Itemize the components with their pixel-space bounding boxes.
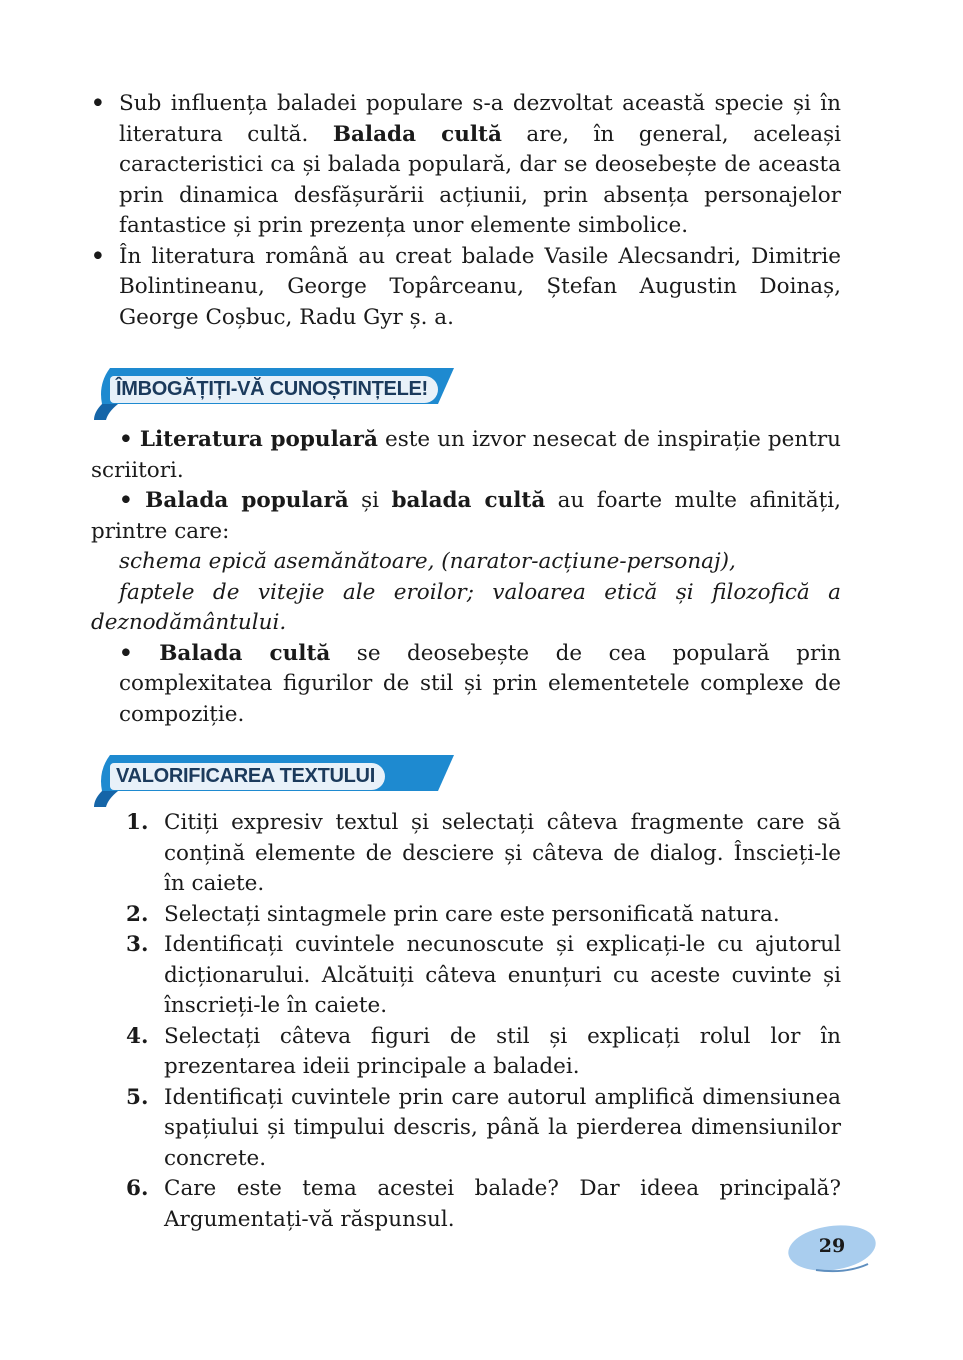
task-list [120, 808, 841, 1235]
intro-bullets [91, 89, 841, 333]
task-item: 6. Care este tema acestei balade? Dar ideea principală? Argumentați-vă răspunsul. [126, 1176, 841, 1232]
enrich-italic-line: schema epică asemănătoare, (narator-acțiune-personaj), [119, 549, 736, 574]
enrich-paragraph: • Literatura populară este un izvor nesecat de inspirație pentru scriitori. [91, 427, 841, 483]
section-banner-text [92, 751, 462, 811]
task-number: 6. [126, 1176, 149, 1201]
section-title: ÎMBOGĂȚIȚI-VĂ CUNOȘTINȚELE! [110, 376, 438, 403]
task-item: 3. Identificați cuvintele necunoscute și explicați-le cu ajutorul dicționarului. Alcătuiți câteva enunțuri cu aceste cuvinte și înscrieți-le în caiete. [126, 932, 841, 1018]
page-number: 29 [818, 1235, 846, 1257]
section-title: VALORIFICAREA TEXTULUI [110, 763, 385, 790]
enrich-italic-line: faptele de vitejie ale eroilor; valoarea etică și filozofică a deznodământului. [91, 579, 841, 635]
page-number-badge [786, 1222, 878, 1274]
bullet-dot: • [91, 91, 105, 116]
task-item: 5. Identificați cuvintele prin care autorul amplifică dimensiunea spațiului și timpului descris, până la pierderea dimensiunilor concrete. [126, 1084, 841, 1171]
section-banner-enrich [92, 364, 462, 424]
task-item: 1. Citiți expresiv textul și selectați câteva fragmente care să conțină elemente de desciere și câteva de dialog. Înscieți-le în caiete. [126, 810, 841, 896]
task-item: 4. Selectați câteva figuri de stil și explicați rolul lor în prezentarea ideii principale a baladei. [126, 1023, 841, 1079]
enrich-paragraph: • Balada cultă se deosebește de cea populară prin complexitatea figurilor de stil și prin elementetele complexe de compoziție. [119, 640, 842, 727]
task-number: 1. [126, 810, 149, 835]
enrich-paragraph: • Balada populară și balada cultă au foarte multe afinități, printre care: [91, 488, 842, 544]
task-number: 5. [126, 1084, 149, 1110]
bullet-item: • Sub influența baladei populare s-a dezvoltat această specie și în literatura cultă. Balada cultă are, în general, aceleași caracteristici ca și balada populară, dar se deosebește de aceasta prin dinamica desfășurării acțiunii, prin absența personajelor fantastice și prin prezența unor elemente simbolice. [91, 91, 841, 238]
bullet-item: • În literatura română au creat balade Vasile Alecsandri, Dimitrie Bolintineanu, George Topârceanu, Ștefan Augustin Doinaș, George Coșbuc, Radu Gyr ș. a. [91, 243, 841, 330]
bullet-dot: • [91, 243, 105, 269]
task-number: 2. [126, 901, 149, 927]
task-number: 3. [126, 932, 149, 957]
enrich-section [91, 425, 841, 730]
task-item: 2. Selectați sintagmele prin care este personificată natura. [120, 900, 841, 931]
task-number: 4. [126, 1023, 149, 1049]
